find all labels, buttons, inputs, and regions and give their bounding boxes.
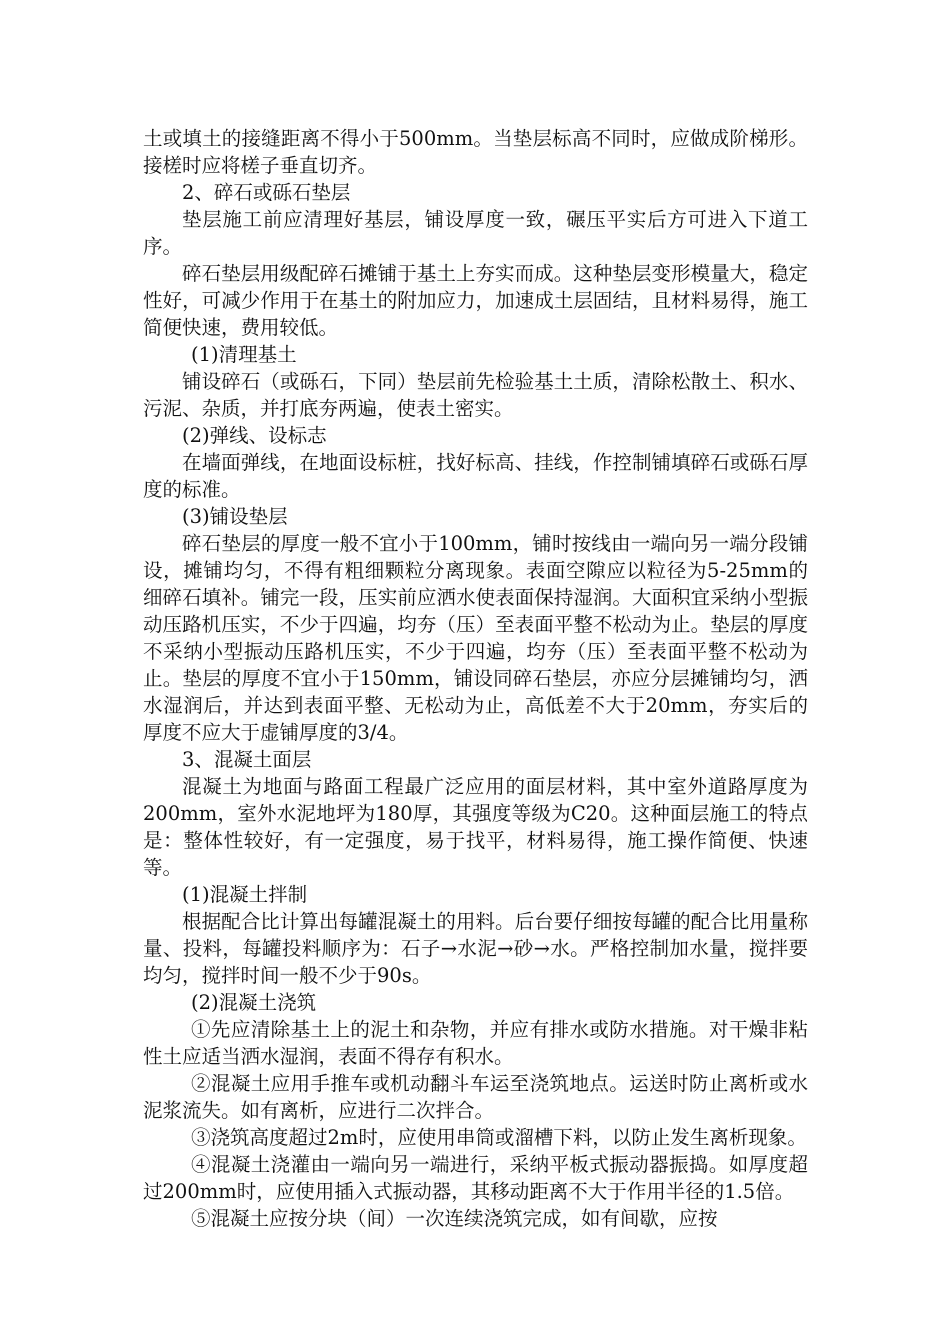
list-item: ①先应清除基土上的泥土和杂物，并应有排水或防水措施。对干燥非粘性土应适当洒水湿润，表面不得存有积水。	[143, 1018, 808, 1068]
list-item: ③浇筑高度超过2m时，应使用串筒或溜槽下料，以防止发生离析现象。	[191, 1126, 807, 1149]
list-item: ②混凝土应用手推车或机动翻斗车运至浇筑地点。运送时防止离析或水泥浆流失。如有离析，应进行二次拌合。	[143, 1072, 808, 1122]
paragraph: 根据配合比计算出每罐混凝土的用料。后台要仔细按每罐的配合比用量称量、投料，每罐投料顺序为：石子→水泥→砂→水。严格控制加水量，搅拌要均匀，搅拌时间一般不少于90s。	[143, 910, 808, 987]
subheading-line-marking: (2)弹线、设标志	[182, 424, 327, 447]
subheading-clean-base: (1)清理基土	[191, 343, 297, 366]
paragraph: 铺设碎石（或砾石，下同）垫层前先检验基土土质，清除松散土、积水、污泥、杂质，并打底夯两遍，使表土密实。	[143, 370, 808, 420]
subheading-lay-cushion: (3)铺设垫层	[182, 505, 288, 528]
paragraph: 垫层施工前应清理好基层，铺设厚度一致，碾压平实后方可进入下道工序。	[143, 208, 808, 258]
subheading-concrete-pouring: (2)混凝土浇筑	[191, 991, 317, 1014]
list-item: ⑤混凝土应按分块（间）一次连续浇筑完成，如有间歇，应按	[191, 1207, 718, 1230]
subheading-concrete-mixing: (1)混凝土拌制	[182, 883, 308, 906]
paragraph: 碎石垫层用级配碎石摊铺于基土上夯实而成。这种垫层变形模量大，稳定性好，可减少作用于在基土的附加应力，加速成土层固结，且材料易得，施工简便快速，费用较低。	[143, 262, 808, 339]
paragraph: 在墙面弹线，在地面设标桩，找好标高、挂线，作控制铺填碎石或砾石厚度的标准。	[143, 451, 808, 501]
section-heading-concrete-surface: 3、混凝土面层	[182, 748, 312, 771]
paragraph-continuation: 土或填土的接缝距离不得小于500mm。当垫层标高不同时，应做成阶梯形。接槎时应将槎子垂直切齐。	[143, 127, 808, 177]
list-item: ④混凝土浇灌由一端向另一端进行，采纳平板式振动器振捣。如厚度超过200mm时，应使用插入式振动器，其移动距离不大于作用半径的1.5倍。	[143, 1153, 808, 1203]
paragraph: 混凝土为地面与路面工程最广泛应用的面层材料，其中室外道路厚度为200mm，室外水泥地坪为180厚，其强度等级为C20。这种面层施工的特点是：整体性较好，有一定强度，易于找平，材料易得，施工操作简便、快速等。	[143, 775, 808, 879]
paragraph: 碎石垫层的厚度一般不宜小于100mm，铺时按线由一端向另一端分段铺设，摊铺均匀，不得有粗细颗粒分离现象。表面空隙应以粒径为5-25mm的细碎石填补。铺完一段，压实前应洒水使表面保持湿润。大面积宜采纳小型振动压路机压实，不少于四遍，均夯（压）至表面平整不松动为止。垫层的厚度不采纳小型振动压路机压实，不少于四遍，均夯（压）至表面平整不松动为止。垫层的厚度不宜小于150mm，铺设同碎石垫层，亦应分层摊铺均匀，洒水湿润后，并达到表面平整、无松动为止，高低差不大于20mm，夯实后的厚度不应大于虚铺厚度的3/4。	[143, 532, 808, 744]
section-heading-gravel-cushion: 2、碎石或砾石垫层	[182, 181, 351, 204]
document-body	[143, 125, 808, 1232]
